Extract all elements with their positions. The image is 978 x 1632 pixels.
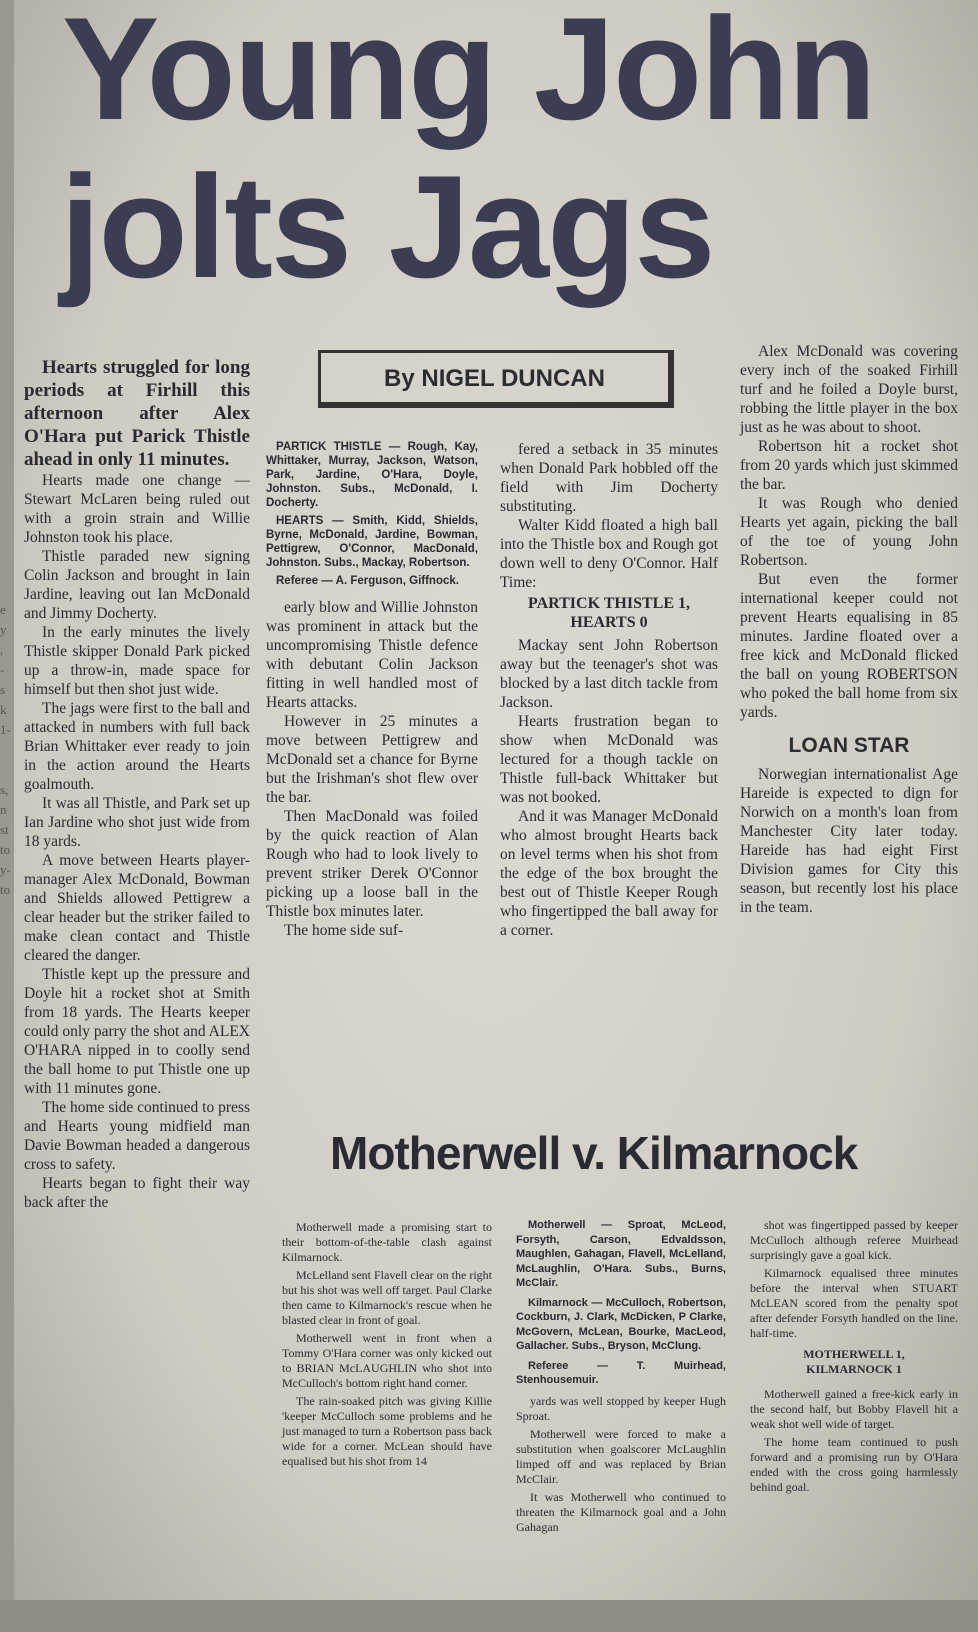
paragraph: The rain-soaked pitch was giving Killie 'keeper McCulloch some problems and he just managed to turn a Robertson pass back wide for a corner. McLean should have equalised but his shot from 14 (282, 1394, 492, 1468)
paragraph: shot was fingertipped passed by keeper McCulloch although referee Muirhead surprisingly gave a goal kick. (750, 1218, 958, 1262)
paragraph: Walter Kidd floated a high ball into the Thistle box and Rough got down well to deny O'Connor. Half Time: (500, 517, 718, 591)
referee-line: Referee — T. Muirhead, Stenhousemuir. (516, 1359, 726, 1386)
half-time-score (500, 594, 718, 632)
loan-star-subhead: LOAN STAR (788, 734, 910, 757)
paragraph: Hearts began to fight their way back after the (24, 1175, 250, 1211)
stub-text: 1- (0, 722, 11, 737)
paragraph: It was Rough who denied Hearts yet again, picking the ball of the toe of young John Robertson. (740, 495, 958, 569)
match2-column-a (282, 1220, 492, 1472)
paragraph: Thistle kept up the pressure and Doyle hit a rocket shot at Smith from 18 yards. The Hearts keeper could only parry the shot and ALEX O'HARA nipped in to coolly send the ball home to put Thistle one up with 11 minutes gone. (24, 966, 250, 1097)
paragraph: fered a setback in 35 minutes when Donald Park hobbled off the field with Jim Docherty substituting. (500, 441, 718, 515)
score-line-1: MOTHERWELL 1, (803, 1347, 905, 1361)
paragraph: Kilmarnock equalised three minutes before the interval when STUART McLEAN scored from the penalty spot after defender Forsyth handled on the line. half-time. (750, 1266, 958, 1340)
lineups-block (266, 440, 478, 588)
lineup-kilmarnock: Kilmarnock — McCulloch, Robertson, Cockburn, J. Clark, McDicken, P Clarke, McGovern, McLean, Bourke, MacLeod, Gallacher. Subs., Bryson, McClung. (516, 1296, 726, 1352)
paragraph: The home side continued to press and Hearts young midfield man Davie Bowman headed a dangerous cross to safety. (24, 1099, 250, 1173)
match2-column-b-body (516, 1394, 726, 1535)
byline: By NIGEL DUNCAN (318, 350, 674, 408)
stub-text: - (0, 662, 5, 677)
stub-text: k (0, 702, 7, 717)
paragraph: Motherwell went in front when a Tommy O'Hara corner was only kicked out to BRIAN McLAUGHLIN who shot into McCulloch's bottom right hand corner. (282, 1331, 492, 1390)
stub-text: n (0, 802, 7, 817)
paragraph: The home team continued to push forward and a promising run by O'Hara ended with the cross going harmlessly behind goal. (750, 1435, 958, 1494)
paragraph: Motherwell gained a free-kick early in the second half, but Bobby Flavell hit a weak shot well wide of target. (750, 1387, 958, 1431)
second-headline: Motherwell v. Kilmarnock (330, 1127, 858, 1179)
paragraph: McLelland sent Flavell clear on the right but his shot was well off target. Paul Clarke then came to Kilmarnock's rescue when he blasted clear in front of goal. (282, 1268, 492, 1327)
paragraph: It was all Thistle, and Park set up Ian Jardine who shot just wide from 18 yards. (24, 795, 250, 850)
adjacent-column-fragment (0, 600, 18, 900)
stub-text: s (0, 682, 6, 697)
score-line-1: PARTICK THISTLE 1, (528, 595, 690, 612)
paragraph: In the early minutes the lively Thistle skipper Donald Park picked up a throw-in, made space for himself but then shot just wide. (24, 624, 250, 698)
column-2-body (266, 598, 478, 940)
paragraph: Motherwell made a promising start to their bottom-of-the-table clash against Kilmarnock. (282, 1220, 492, 1264)
headline-line-2: jolts Jags (60, 145, 714, 308)
article-column-4 (740, 342, 958, 917)
stub-text (0, 740, 18, 760)
article-column-3 (500, 440, 718, 940)
paragraph: The home side suf- (284, 922, 404, 939)
paragraph: Hearts frustration began to show when McDonald was lectured for a though tackle on Thistle full-back Whittaker but was not booked. (500, 713, 718, 806)
paragraph: Norwegian internationalist Age Hareide is expected to dign for Norwich on a month's loan from Manchester City later today. Hareide has had eight First Division games for City this season, but recently lost his place in the team. (740, 766, 958, 916)
stub-text: to (0, 842, 11, 857)
article-column-2 (266, 440, 478, 940)
lead-paragraph: Hearts struggled for long periods at Firhill this afternoon after Alex O'Hara put Parick Thistle ahead in only 11 minutes. (24, 357, 250, 470)
paragraph: Thistle paraded new signing Colin Jackson and brought in Iain Jardine, leaving out Ian McDonald and Jimmy Docherty. (24, 548, 250, 622)
paragraph: Robertson hit a rocket shot from 20 yards which just skimmed the bar. (740, 438, 958, 493)
paragraph: But even the former international keeper could not prevent Hearts equalising in 85 minutes. Jardine floated over a free kick and McDonald flicked the ball on young ROBERTSON who poked the ball home from six yards. (740, 571, 958, 721)
stub-text: to (0, 882, 11, 897)
stub-text: y (0, 622, 7, 637)
headline-line-1: Young John (62, 0, 875, 150)
article-column-1 (24, 356, 250, 1212)
paragraph: It was Motherwell who continued to threaten the Kilmarnock goal and a John Gahagan (516, 1489, 726, 1534)
stub-text: e (0, 602, 6, 617)
match2-half-time-score (750, 1347, 958, 1377)
paragraph: early blow and Willie Johnston was prominent in attack but the uncompromising Thistle defence with debutant Colin Jackson fitting in well handled most of Hearts attacks. (266, 599, 478, 711)
score-line-2: KILMARNOCK 1 (806, 1362, 902, 1376)
lineup-hearts: HEARTS — Smith, Kidd, Shields, Byrne, McDonald, Jardine, Bowman, Pettigrew, O'Connor, MacDonald, Johnston. Subs., Mackay, Robertson. (266, 515, 478, 569)
match2-lineups (516, 1218, 726, 1388)
paragraph: The jags were first to the ball and attacked in numbers with full back Brian Whittaker ever ready to join in the action around the Hearts goalmouth. (24, 700, 250, 793)
lineup-motherwell: Motherwell — Sproat, McLeod, Forsyth, Carson, Edvaldsson, Maughlen, Gahagan, Flavell, McLelland, McLaughlin, O'Hara. Subs., Burns, McClair. (516, 1219, 726, 1289)
match2-column-b (516, 1218, 726, 1538)
match2-column-c (750, 1218, 958, 1498)
paragraph: Then MacDonald was foiled by the quick reaction of Alan Rough who had to look lively to prevent striker Derek O'Connor picking up a loose ball in the Thistle box minutes later. (266, 808, 478, 920)
paragraph: However in 25 minutes a move between Pettigrew and McDonald set a chance for Byrne but the Irishman's shot flew over the bar. (266, 713, 478, 806)
lineup-partick: PARTICK THISTLE — Rough, Kay, Whittaker, Murray, Jackson, Watson, Park, Jardine, O'Hara, Doyle, Johnston. Subs., McDonald, I. Docherty. (266, 441, 478, 509)
stub-text: y- (0, 862, 11, 877)
paragraph: A move between Hearts player-manager Alex McDonald, Bowman and Shields allowed Pettigrew a clear header but the striker failed to make clean contact and Thistle cleared the danger. (24, 852, 250, 964)
paragraph: And it was Manager McDonald who almost brought Hearts back on level terms when his shot from the edge of the box brought the best out of Thistle Keeper Rough who fingertipped the ball away for a corner. (500, 808, 718, 939)
stub-text: st (0, 822, 9, 837)
score-line-2: HEARTS 0 (570, 614, 648, 631)
referee-line: Referee — A. Ferguson, Giffnock. (276, 575, 459, 587)
paragraph: Motherwell were forced to make a substitution when goalscorer McLaughlin limped off and was replaced by Brian McClair. (516, 1426, 726, 1486)
paragraph: Hearts made one change — Stewart McLaren being ruled out with a groin strain and Willie Johnston took his place. (24, 472, 250, 546)
paragraph: yards was well stopped by keeper Hugh Sproat. (516, 1393, 726, 1423)
stub-text: , (0, 642, 4, 657)
paragraph: Mackay sent John Robertson away but the teenager's shot was blocked by a last ditch tackle from Jackson. (500, 637, 718, 711)
stub-text (0, 760, 18, 780)
stub-text: s, (0, 782, 9, 797)
paragraph: Alex McDonald was covering every inch of the soaked Firhill turf and he foiled a Doyle burst, robbing the little player in the box just as he was about to shoot. (740, 343, 958, 436)
page-edge-bottom (0, 1600, 978, 1632)
